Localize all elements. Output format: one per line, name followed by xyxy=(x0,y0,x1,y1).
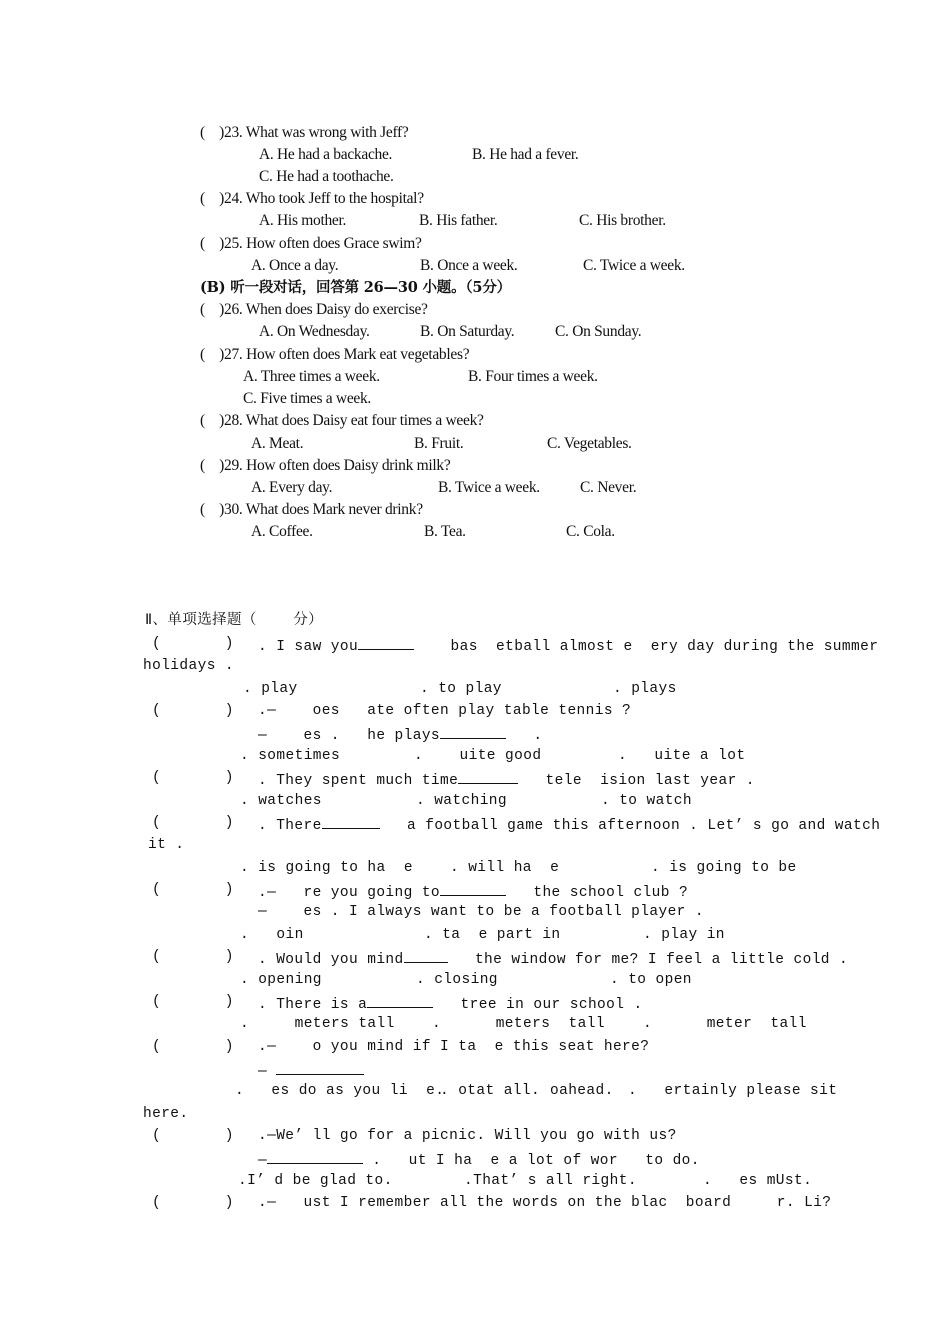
choice-1-cont: holidays . xyxy=(143,658,235,674)
answer-blank[interactable] xyxy=(440,881,506,896)
option-b: B. Fruit. xyxy=(414,435,464,452)
option-b: . will ha e xyxy=(450,860,560,876)
question-stem: 29. How often does Daisy drink milk? xyxy=(224,457,451,474)
answer-bracket[interactable]: ( ) xyxy=(200,235,225,252)
choice-4-stem: . There a football game this afternoon . Let’ s go and watch xyxy=(258,814,880,835)
answer-blank[interactable] xyxy=(458,769,518,784)
question-stem: 26. When does Daisy do exercise? xyxy=(224,301,428,318)
option-c: C. Twice a week. xyxy=(583,257,685,274)
answer-blank[interactable] xyxy=(358,635,414,650)
option-c: . is going to be xyxy=(651,860,797,876)
option-b: B. Twice a week. xyxy=(438,479,540,496)
option-a: A. Coffee. xyxy=(251,523,313,540)
option-a: A. His mother. xyxy=(259,212,347,229)
option-a: . oin xyxy=(240,927,304,943)
answer-blank[interactable] xyxy=(267,1149,363,1164)
question-stem: 25. How often does Grace swim? xyxy=(224,235,422,252)
option-a: A. Every day. xyxy=(251,479,333,496)
answer-bracket[interactable]: ( ) xyxy=(200,457,225,474)
option-c: . play in xyxy=(643,927,725,943)
question-28 xyxy=(200,412,484,430)
option-b: . closing xyxy=(416,972,498,988)
option-c: . uite a lot xyxy=(618,748,746,764)
answer-bracket[interactable]: ( ) xyxy=(200,190,225,207)
option-a: A. Once a day. xyxy=(251,257,339,274)
answer-bracket[interactable]: ( ) xyxy=(200,412,225,429)
choice-1-stem: . I saw you bas etball almost e ery day during the summer xyxy=(258,635,878,656)
question-stem: 30. What does Mark never drink? xyxy=(224,501,423,518)
choice-2-reply: — es . he plays . xyxy=(258,724,542,745)
answer-bracket[interactable]: ( ) xyxy=(152,703,234,719)
option-a: . watches xyxy=(240,793,322,809)
answer-bracket[interactable]: ( ) xyxy=(152,815,234,831)
option-b: . to play xyxy=(420,681,502,697)
option-c: C. Cola. xyxy=(566,523,615,540)
option-a: . meters tall xyxy=(240,1016,395,1032)
question-25 xyxy=(200,235,422,253)
choice-9-stem: .—We’ ll go for a picnic. Will you go with us? xyxy=(258,1128,677,1144)
question-24 xyxy=(200,190,424,208)
answer-blank[interactable] xyxy=(440,724,506,739)
choice-9-reply: — . ut I ha e a lot of wor to do. xyxy=(258,1149,700,1170)
option-c: oahead. xyxy=(550,1083,614,1099)
choice-8-cont: here. xyxy=(143,1106,189,1122)
answer-bracket[interactable]: ( ) xyxy=(152,949,234,965)
choice-4-cont: it . xyxy=(148,837,185,853)
option-b: .That’ s all right. xyxy=(464,1173,637,1189)
question-27 xyxy=(200,346,469,364)
choice-3-stem: . They spent much time tele ision last year . xyxy=(258,769,755,790)
option-b: . ta e part in xyxy=(424,927,561,943)
answer-blank[interactable] xyxy=(367,993,433,1008)
answer-blank[interactable] xyxy=(322,814,380,829)
choice-8-stem: .— o you mind if I ta e this seat here? xyxy=(258,1039,650,1055)
question-30 xyxy=(200,501,423,519)
option-b: B. Four times a week. xyxy=(468,368,598,385)
answer-bracket[interactable]: ( ) xyxy=(152,1195,234,1211)
option-a: . opening xyxy=(240,972,322,988)
option-a: . play xyxy=(243,681,298,697)
answer-bracket[interactable]: ( ) xyxy=(152,770,234,786)
answer-bracket[interactable]: ( ) xyxy=(200,501,225,518)
option-d: . ertainly please sit xyxy=(628,1083,838,1099)
answer-bracket[interactable]: ( ) xyxy=(200,346,225,363)
option-c: . es mUst. xyxy=(703,1173,813,1189)
option-a: . is going to ha e xyxy=(240,860,413,876)
option-b: B. Once a week. xyxy=(420,257,518,274)
option-b: B. His father. xyxy=(419,212,498,229)
option-c: C. Vegetables. xyxy=(547,435,632,452)
question-stem: 24. Who took Jeff to the hospital? xyxy=(224,190,424,207)
option-c: . to open xyxy=(610,972,692,988)
option-b: . meters tall xyxy=(432,1016,605,1032)
option-a: A. Three times a week. xyxy=(243,368,380,385)
answer-bracket[interactable]: ( ) xyxy=(152,636,234,652)
option-b: B. He had a fever. xyxy=(472,146,579,163)
answer-bracket[interactable]: ( ) xyxy=(152,882,234,898)
option-b: . watching xyxy=(416,793,508,809)
option-a: .I’ d be glad to. xyxy=(238,1173,393,1189)
choice-10-stem: .— ust I remember all the words on the blac board r. Li? xyxy=(258,1195,832,1211)
answer-bracket[interactable]: ( ) xyxy=(152,994,234,1010)
option-a: A. Meat. xyxy=(251,435,304,452)
question-stem: 28. What does Daisy eat four times a week? xyxy=(224,412,484,429)
option-b: . uite good xyxy=(414,748,542,764)
choice-8-reply: — xyxy=(258,1060,364,1081)
section-2-title: Ⅱ、单项选择题（ 分） xyxy=(145,613,324,629)
option-b: B. Tea. xyxy=(424,523,466,540)
question-23 xyxy=(200,124,408,142)
option-c: C. Never. xyxy=(580,479,637,496)
option-c: C. On Sunday. xyxy=(555,323,642,340)
question-26 xyxy=(200,301,428,319)
question-stem: 27. How often does Mark eat vegetables? xyxy=(224,346,470,363)
choice-6-stem: . Would you mind the window for me? I feel a little cold . xyxy=(258,948,848,969)
option-a: A. He had a backache. xyxy=(259,146,393,163)
question-29 xyxy=(200,457,450,475)
section-b-heading: (B) 听一段对话，回答第 26—30 小题。（5分） xyxy=(200,279,511,296)
option-a: . es do as you li e. xyxy=(235,1083,445,1099)
option-a: A. On Wednesday. xyxy=(259,323,370,340)
choice-7-stem: . There is a tree in our school . xyxy=(258,993,643,1014)
answer-bracket[interactable]: ( ) xyxy=(152,1128,234,1144)
option-c: C. Five times a week. xyxy=(243,390,372,407)
answer-blank[interactable] xyxy=(404,948,448,963)
option-b: B. On Saturday. xyxy=(420,323,515,340)
option-c: . plays xyxy=(613,681,677,697)
option-c: C. His brother. xyxy=(579,212,666,229)
option-c: . to watch xyxy=(601,793,693,809)
choice-2-stem: .— oes ate often play table tennis ? xyxy=(258,703,632,719)
answer-bracket[interactable]: ( ) xyxy=(200,301,225,318)
option-c: C. He had a toothache. xyxy=(259,168,394,185)
choice-5-stem: .— re you going to the school club ? xyxy=(258,881,688,902)
answer-bracket[interactable]: ( ) xyxy=(200,124,225,141)
option-b: . otat all. xyxy=(440,1083,541,1099)
answer-bracket[interactable]: ( ) xyxy=(152,1039,234,1055)
answer-blank[interactable] xyxy=(276,1060,364,1075)
choice-5-reply: — es . I always want to be a football player . xyxy=(258,904,704,920)
question-stem: 23. What was wrong with Jeff? xyxy=(224,124,409,141)
option-c: . meter tall xyxy=(643,1016,807,1032)
option-a: . sometimes xyxy=(240,748,341,764)
